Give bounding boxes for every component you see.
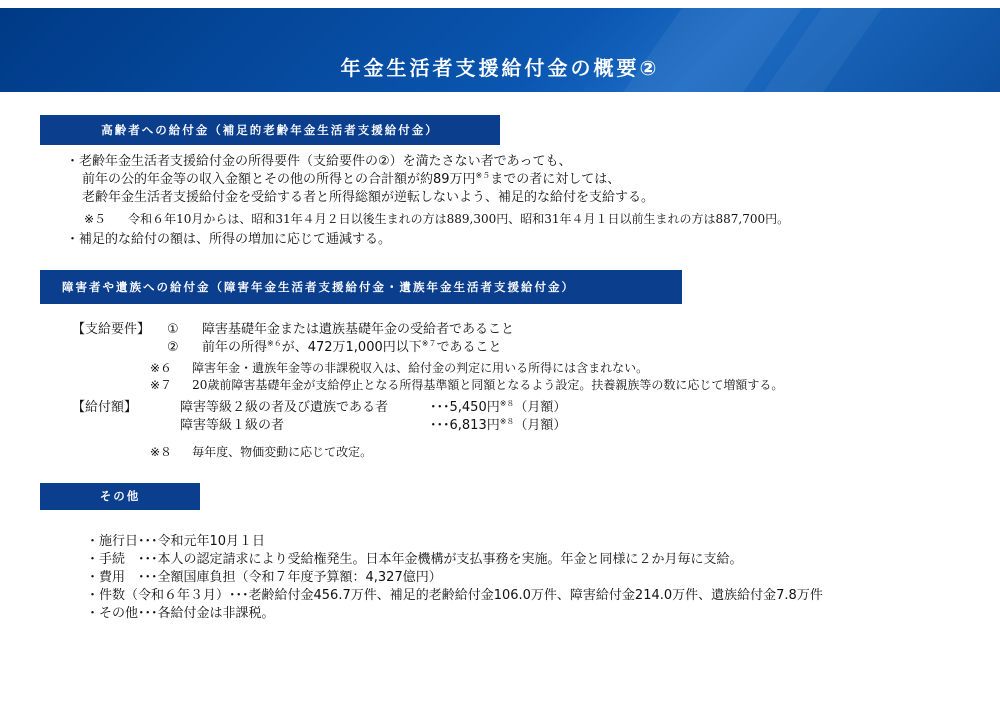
amount-1-label: 障害等級２級の者及び遺族である者 — [180, 400, 389, 415]
requirement-2-number: ② — [167, 340, 179, 355]
other-item-procedure: ・手続 ･･･本人の認定請求により受給権発生。日本年金機構が支払事務を実施。年金と同様に２か月毎に支給。 — [86, 552, 743, 567]
requirement-2-text: 前年の所得$^{※6}$が、472万1,000円以下$^{※7}$であること — [202, 339, 502, 355]
elderly-line-2: 前年の公的年金等の収入金額とその他の所得との合計額が約89万円$^{※5}$までの者に対しては、 — [82, 171, 621, 187]
elderly-line-3: 老齢年金生活者支援給付金を受給する者と所得総額が逆転しないよう、補足的な給付を支給する。 — [82, 190, 655, 205]
other-item-effective-date: ・施行日･･･令和元年10月１日 — [86, 534, 266, 549]
footnote-6: ※６ 障害年金・遺族年金等の非課税収入は、給付金の判定に用いる所得には含まれない。 — [150, 361, 649, 375]
requirement-1-text: 障害基礎年金または遺族基礎年金の受給者であること — [202, 322, 515, 337]
footnote-7: ※７ 20歳前障害基礎年金が支給停止となる所得基準額と同額となるよう設定。扶養親族等の数に応じて増額する。 — [150, 378, 784, 392]
page-title: 年金生活者支援給付金の概要② — [340, 56, 660, 80]
section-heading-disability: 障害者や遺族への給付金（障害年金生活者支援給付金・遺族年金生活者支援給付金） — [40, 270, 682, 304]
amount-1-value: ･･･5,450円$^{※8}$（月額） — [430, 399, 567, 415]
requirement-1-number: ① — [167, 322, 179, 337]
other-item-tax: ・その他･･･各給付金は非課税。 — [86, 606, 275, 621]
elderly-line-1: ・老齢年金生活者支援給付金の所得要件（支給要件の②）を満たさない者であっても、 — [66, 154, 572, 169]
title-banner — [0, 8, 1000, 92]
amount-label: 【給付額】 — [72, 400, 138, 415]
amount-2-label: 障害等級１級の者 — [180, 418, 285, 433]
section-heading-elderly: 高齢者への給付金（補足的老齢年金生活者支援給付金） — [40, 115, 500, 145]
other-item-cost: ・費用 ･･･全額国庫負担（令和７年度予算額：4,327億円） — [86, 570, 442, 585]
footnote-5: ※５ 令和６年10月からは、昭和31年４月２日以後生まれの方は889,300円、昭和31年４月１日以前生まれの方は887,700円。 — [84, 212, 790, 226]
amount-2-value: ･･･6,813円$^{※8}$（月額） — [430, 417, 567, 433]
other-item-count: ・件数（令和６年３月）･･･老齢給付金456.7万件、補足的老齢給付金106.0万件、障害給付金214.0万件、遺族給付金7.8万件 — [86, 588, 823, 603]
requirements-label: 【支給要件】 — [72, 322, 151, 337]
elderly-line-4: ・補足的な給付の額は、所得の増加に応じて逓減する。 — [66, 232, 392, 247]
footnote-8: ※８ 毎年度、物価変動に応じて改定。 — [150, 445, 373, 459]
section-heading-other: その他 — [40, 483, 200, 510]
